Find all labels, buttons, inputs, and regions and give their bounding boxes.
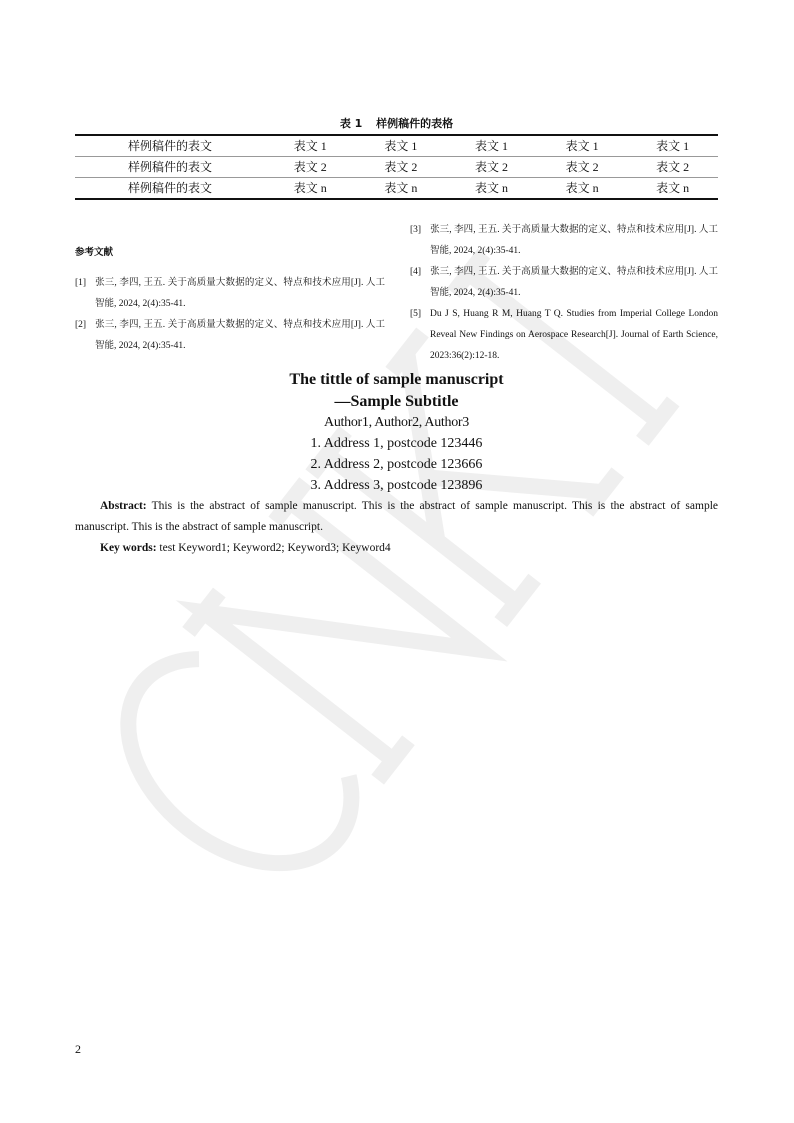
abstract-label: Abstract: [100,500,147,512]
keywords-label: Key words: [100,542,157,554]
table-cell: 表文 n [656,181,690,195]
table-row [75,178,718,200]
keywords [75,538,718,559]
table-cell: 表文 1 [356,135,447,157]
reference-item [410,304,718,367]
abstract [75,496,718,538]
reference-number: [3] [410,225,422,235]
table-title: 样例稿件的表格 [376,117,454,130]
reference-item [410,262,718,304]
reference-item [410,220,718,262]
table-cell: 表文 1 [627,135,718,157]
sample-table [75,134,718,200]
table-cell: 表文 2 [356,157,447,178]
table-cell: 表文 1 [446,135,537,157]
reference-text: 张三, 李四, 王五. 关于高质量大数据的定义、特点和技术应用[J]. 人工智能, 2024, 2(4):35-41. [430,267,718,298]
table-cell: 表文 1 [265,135,356,157]
page-number: 2 [75,1042,81,1056]
reference-number: [4] [410,267,422,277]
reference-number: [5] [410,309,422,319]
table-cell: 表文 2 [537,157,628,178]
references-section [75,220,718,367]
watermark-letter-c [89,641,372,905]
table-cell: 样例稿件的表文 [75,135,265,157]
table-cell: 表文 2 [627,157,718,178]
table-number: 表 1 [339,117,363,130]
table-cell: 表文 2 [265,157,356,178]
references-column-right [410,220,718,367]
table-cell: 表文 n [384,181,418,195]
table-cell: 表文 2 [446,157,537,178]
table-cell: 表文 1 [537,135,628,157]
reference-text: 张三, 李四, 王五. 关于高质量大数据的定义、特点和技术应用[J]. 人工智能, 2024, 2(4):35-41. [95,320,385,351]
reference-number: [1] [75,278,87,288]
reference-text: Du J S, Huang R M, Huang T Q. Studies from Imperial College London Reveal New Findings on Aerospace Research[J]. Journal of Earth Science, 2023:36(2):12-18. [430,309,718,361]
address-2: 2. Address 2, postcode 123666 [310,457,483,472]
table-cell: 样例稿件的表文 [127,181,212,195]
address-3: 3. Address 3, postcode 123896 [310,478,483,493]
abstract-text: This is the abstract of sample manuscript. This is the abstract of sample manuscript. This is the abstract of sample manuscript. This is the abstract of sample manuscript. [75,500,718,533]
references-heading: 参考文献 [75,247,114,258]
address-1: 1. Address 1, postcode 123446 [310,436,483,451]
table-row [75,135,718,157]
references-column-left [75,220,385,367]
reference-number: [2] [75,320,87,330]
reference-text: 张三, 李四, 王五. 关于高质量大数据的定义、特点和技术应用[J]. 人工智能, 2024, 2(4):35-41. [430,225,718,256]
table-cell: 表文 n [293,181,327,195]
table-cell: 表文 n [565,181,599,195]
keywords-text: test Keyword1; Keyword2; Keyword3; Keyword4 [156,542,391,554]
table-caption [75,116,718,134]
english-subtitle: —Sample Subtitle [334,393,459,410]
authors: Author1, Author2, Author3 [324,415,469,430]
reference-item [75,273,385,315]
table-cell: 表文 n [474,181,508,195]
reference-text: 张三, 李四, 王五. 关于高质量大数据的定义、特点和技术应用[J]. 人工智能, 2024, 2(4):35-41. [95,278,385,309]
reference-item [75,315,385,357]
table-cell: 样例稿件的表文 [75,157,265,178]
table-row [75,157,718,178]
english-title: The tittle of sample manuscript [289,371,504,388]
